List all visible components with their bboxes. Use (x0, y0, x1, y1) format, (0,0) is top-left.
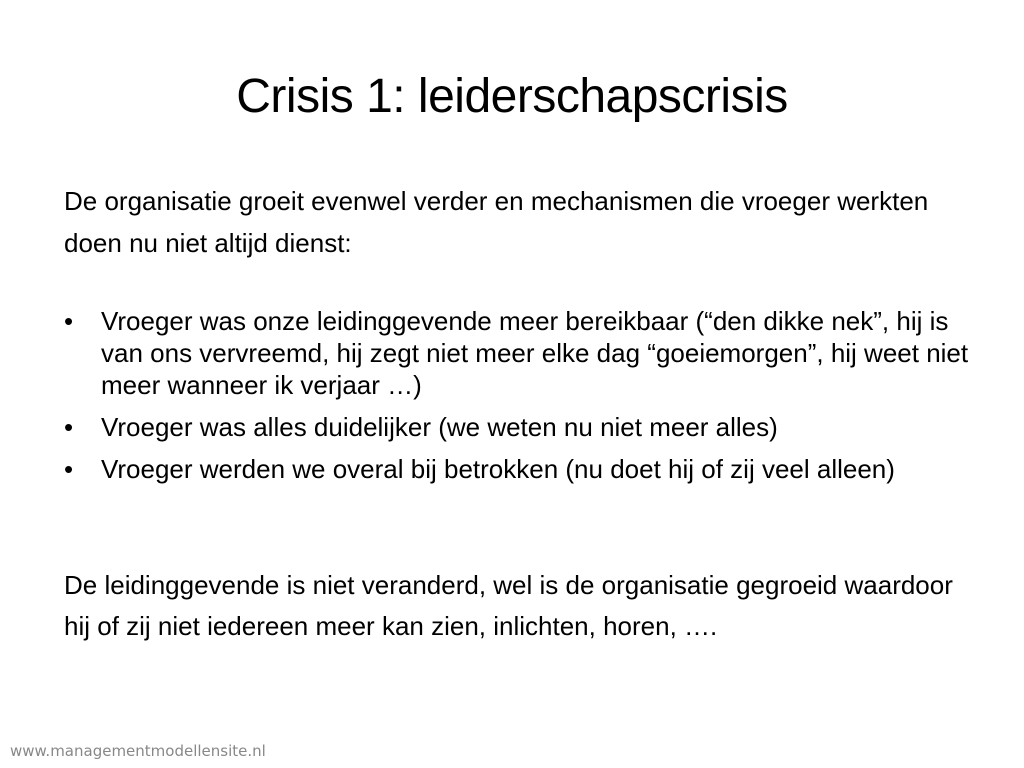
bullet-item (64, 453, 969, 485)
bullet-item (64, 305, 969, 401)
bullet-list (64, 305, 969, 495)
bullet-icon: • (64, 454, 74, 484)
bullet-icon: • (64, 412, 74, 442)
bullet-text: Vroeger werden we overal bij betrokken (nu doet hij of zij veel alleen) (101, 454, 895, 484)
slide-title: Crisis 1: leiderschapscrisis (236, 70, 788, 123)
intro-paragraph: De organisatie groeit evenwel verder en mechanismen die vroeger werkten doen nu niet altijd dienst: (64, 186, 929, 258)
bullet-text: Vroeger was alles duidelijker (we weten nu niet meer alles) (101, 412, 778, 442)
outro-paragraph: De leidinggevende is niet veranderd, wel is de organisatie gegroeid waardoor hij of zij niet iedereen meer kan zien, inlichten, horen, …. (64, 570, 953, 641)
footer-url: www.managementmodellensite.nl (10, 742, 266, 760)
bullet-text: Vroeger was onze leidinggevende meer bereikbaar (“den dikke nek”, hij is van ons vervreemd, hij zegt niet meer elke dag “goeiemorgen”, hij weet niet meer wanneer ik verjaar …) (101, 306, 969, 400)
bullet-icon: • (64, 306, 74, 336)
bullet-item (64, 411, 969, 443)
